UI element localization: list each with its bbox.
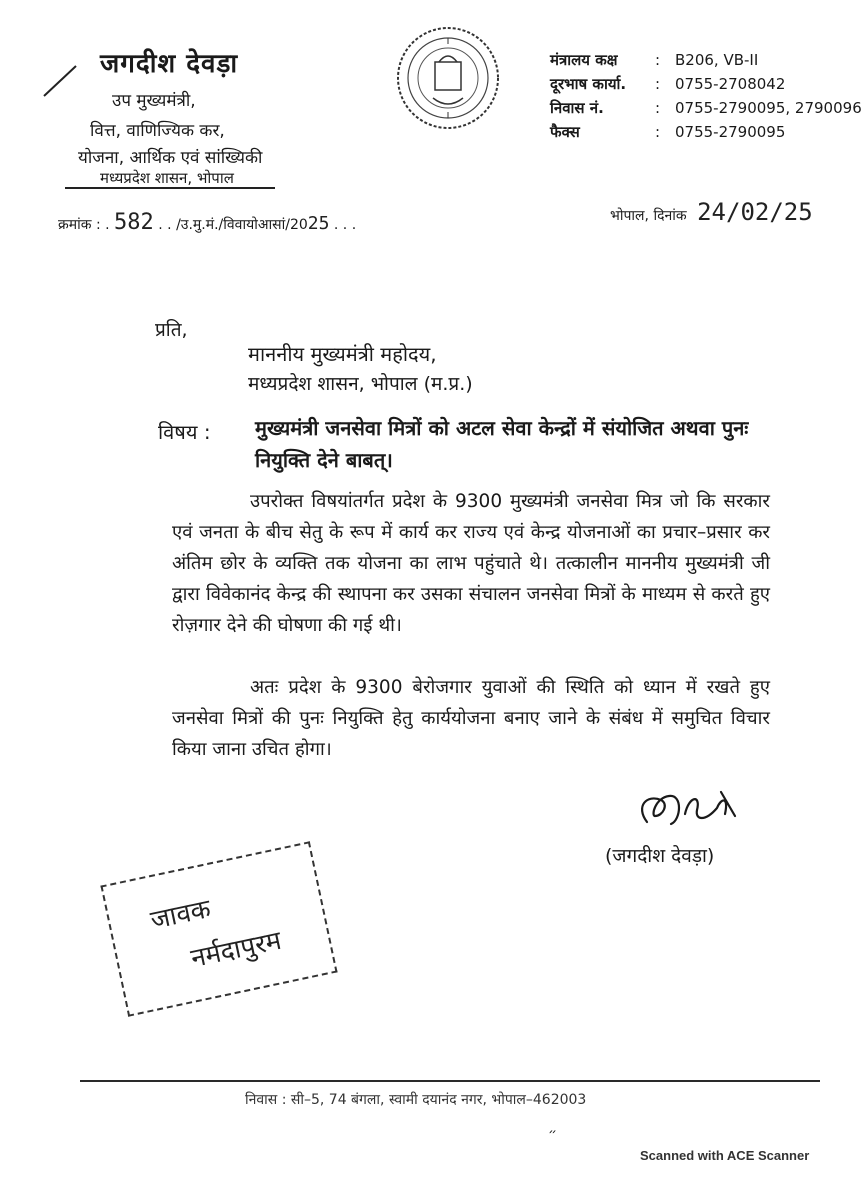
contact-row-fax: फैक्स : 0755-2790095 (550, 123, 786, 141)
sender-portfolio-1: वित्त, वाणिज्यिक कर, (90, 121, 225, 141)
body-paragraph-1-text: उपरोक्त विषयांतर्गत प्रदेश के 9300 मुख्यमंत्री जनसेवा मित्र जो कि सरकार एवं जनता के बीच सेतु के रूप में कार्य कर राज्य एवं केन्द्र योजनाओं का प्रचार–प्रसार कर अंतिम छोर के व्यक्ति तक योजना का लाभ पहुंचाते थे। तत्कालीन माननीय मुख्यमंत्री जी द्वारा विवेकानंद केन्द्र की स्थापना कर उसका संचालन जनसेवा मित्रों के माध्यम से करते हुए रोज़गार देने की घोषणा की गई थी। (172, 491, 770, 636)
signatory-name: (जगदीश देवड़ा) (605, 845, 715, 867)
sender-name: जगदीश देवड़ा (100, 49, 239, 79)
reference-number: क्रमांक : . 582 . . /उ.मु.मं./विवायोआसां/2025 . . . (58, 210, 357, 235)
addressee-title: माननीय मुख्यमंत्री महोदय, (248, 342, 437, 366)
date-handwritten-value: 24/02/25 (697, 198, 813, 226)
subject-label: विषय : (158, 420, 211, 444)
addressee-office: मध्यप्रदेश शासन, भोपाल (म.प्र.) (248, 373, 473, 395)
pen-stroke-mark (40, 60, 80, 100)
body-paragraph-1 (172, 486, 770, 641)
contact-label: दूरभाष कार्या. (550, 75, 627, 93)
reference-handwritten-number: 582 (114, 210, 154, 235)
subject-text: मुख्यमंत्री जनसेवा मित्रों को अटल सेवा केन्द्रों में संयोजित अथवा पुनः नियुक्ति देने बाबत्। (255, 416, 749, 472)
contact-label: फैक्स (550, 123, 580, 141)
footer-divider (80, 1080, 820, 1082)
stray-mark: ״ (548, 1126, 558, 1142)
contact-row-residence: निवास नं. : 0755-2790095, 2790096 (550, 99, 862, 117)
footer-residence-address: निवास : सी–5, 74 बंगला, स्वामी दयानंद नगर, भोपाल–462003 (245, 1092, 587, 1108)
letter-date (610, 198, 813, 226)
scanner-watermark: Scanned with ACE Scanner (640, 1148, 810, 1163)
addressee-label: प्रति, (155, 319, 188, 341)
contact-row-office: मंत्रालय कक्ष : B206, VB-II (550, 51, 759, 69)
header-divider (65, 187, 275, 189)
reference-middle: /उ.मु.मं./विवायोआसां/20 (176, 217, 308, 233)
reference-handwritten-year: 25 (307, 213, 330, 234)
dispatch-stamp-line-2: नर्मदापुरम (188, 925, 285, 975)
contact-label: मंत्रालय कक्ष (550, 51, 618, 69)
handwritten-signature (625, 786, 745, 836)
dispatch-stamp-line-1: जावक (147, 893, 214, 936)
contact-label: निवास नं. (550, 99, 604, 117)
sender-government: मध्यप्रदेश शासन, भोपाल (100, 169, 234, 187)
sender-designation: उप मुख्यमंत्री, (112, 91, 196, 111)
contact-value: 0755-2708042 (675, 75, 786, 93)
body-paragraph-2 (172, 672, 770, 765)
reference-prefix: क्रमांक (58, 217, 92, 233)
contact-value: 0755-2790095, 2790096 (675, 99, 862, 117)
dispatch-stamp (100, 841, 337, 1017)
date-prefix: भोपाल, दिनांक (610, 208, 687, 224)
contact-value: B206, VB-II (675, 51, 759, 69)
state-emblem-seal (393, 18, 503, 138)
contact-value: 0755-2790095 (675, 123, 786, 141)
contact-row-phone: दूरभाष कार्या. : 0755-2708042 (550, 75, 786, 93)
sender-portfolio-2: योजना, आर्थिक एवं सांख्यिकी (78, 148, 263, 168)
body-paragraph-2-text: अतः प्रदेश के 9300 बेरोजगार युवाओं की स्थिति को ध्यान में रखते हुए जनसेवा मित्रों की पुनः नियुक्ति हेतु कार्ययोजना बनाए जाने के संबंध में समुचित विचार किया जाना उचित होगा। (172, 677, 770, 760)
